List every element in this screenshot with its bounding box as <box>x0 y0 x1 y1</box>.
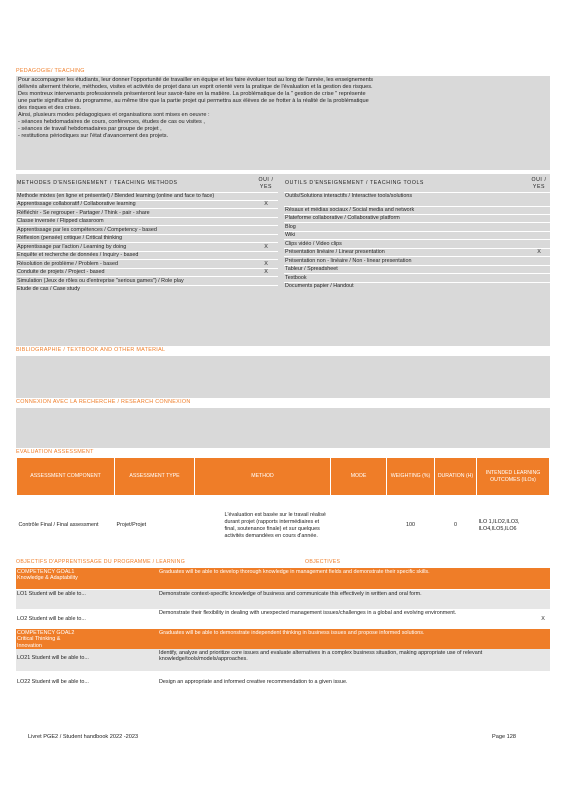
method-check <box>254 209 278 217</box>
footer-page-number: Page 128 <box>492 734 516 740</box>
eval-header-ilos: INTENDED LEARNING OUTCOMES (ILOs) <box>477 458 550 496</box>
method-check: X <box>254 260 278 268</box>
eval-type: Projet/Projet <box>115 496 195 556</box>
competency-goal-row <box>16 568 550 589</box>
tool-label: Wiki <box>284 231 528 239</box>
method-label: Etude de cas / Case study <box>16 285 254 293</box>
method-label: Simulation (Jeux de rôles ou d'entreprise "serious games") / Role play <box>16 277 254 285</box>
eval-header-component: ASSESSMENT COMPONENT <box>17 458 115 496</box>
tool-label: Clips vidéo / Video clips <box>284 240 528 248</box>
tool-label: Résaux et médias sociaux / Social media and network <box>284 206 528 214</box>
method-check <box>254 192 278 200</box>
pedagogy-text-block <box>16 76 550 170</box>
eval-method: L'évaluation est basée sur le travail réalisé durant projet (rapports intermédiaires et final, soutenance finale) et sur quelques activités demandées en cours d'année. <box>195 496 331 556</box>
tool-check <box>528 223 550 231</box>
tool-check <box>528 214 550 222</box>
method-check <box>254 217 278 225</box>
method-check <box>254 285 278 293</box>
tool-label: Présentation non - linéaire / Non - linear presentation <box>284 257 528 265</box>
tool-check <box>528 265 550 273</box>
objectives-block <box>16 568 550 693</box>
tool-check <box>528 206 550 214</box>
pedagogy-line: - séances de travail hebdomadaires par groupe de projet , <box>18 125 162 132</box>
eval-header-weighting: WEIGHTING (%) <box>387 458 435 496</box>
competency-goal-name: COMPETENCY GOAL2 <box>17 630 75 636</box>
method-label: Apprentissage collaboratif / Collaborative learning <box>16 200 254 208</box>
learning-outcome-check <box>536 590 550 609</box>
tool-label: Documents papier / Handout <box>284 282 528 296</box>
pedagogy-line: Ainsi, plusieurs modes pédagogiques et organisations sont mises en oeuvre : <box>18 111 210 118</box>
learning-outcome-row <box>16 589 550 609</box>
tool-label: Textbook <box>284 274 528 282</box>
tool-label: Outils/Solutions interactifs / Interactive tools/solutions <box>284 192 528 206</box>
competency-goal-sub: Knowledge & Adaptability <box>17 575 78 582</box>
tool-check: X <box>528 248 550 256</box>
learning-outcome-row <box>16 671 550 693</box>
teaching-tools-table <box>284 174 550 296</box>
learning-outcome-text: Identify, analyze and prioritize core issues and evaluate alternatives in a complex business situation, making appropriate use of relevant knowledge/tools/models/approaches. <box>159 650 483 663</box>
competency-goal-check <box>536 629 550 649</box>
objectives-title-right: OBJECTIVES <box>305 559 341 565</box>
competency-goal-row <box>16 629 550 649</box>
competency-goal-label <box>16 568 78 589</box>
bibliography-title: BIBLIOGRAPHIE / TEXTBOOK AND OTHER MATERIAL <box>16 347 166 353</box>
method-label: Conduite de projets / Project - based <box>16 268 254 276</box>
tools-yes-header: OUI / YES <box>531 177 547 190</box>
learning-outcome-label: LO22 Student will be able to... <box>17 678 89 685</box>
competency-goal-label <box>16 629 78 649</box>
eval-duration: 0 <box>435 496 477 556</box>
method-label: Résolution de problème / Problem - based <box>16 260 254 268</box>
learning-outcome-label: LO1 Student will be able to... <box>17 591 86 597</box>
method-label: Methode mixtes (en ligne et présentiel) / Blended learning (online and face to face) <box>16 192 254 200</box>
competency-goal-name: COMPETENCY GOAL1 <box>17 569 75 575</box>
eval-mode <box>331 496 387 556</box>
method-check: X <box>254 268 278 276</box>
eval-ilos: ILO 1,ILO2,ILO3, ILO4,ILO5,ILO6 <box>477 496 550 556</box>
learning-outcome-label: LO2 Student will be able to... <box>17 616 86 622</box>
tool-label: Tableur / Spreadsheet <box>284 265 528 273</box>
tool-check <box>528 257 550 265</box>
pedagogy-line: Pour accompagner les étudiants, leur donner l'opportunité de travailler en équipe et les faire évoluer tout au long de l'année, les enseignements <box>18 77 374 83</box>
learning-outcome-check <box>536 681 550 683</box>
competency-goal-text: Graduates will be able to demonstrate independent thinking in business issues and propose informed solutions. <box>159 630 425 636</box>
methods-header: METHODES D'ENSEIGNEMENT / TEACHING METHODS <box>17 180 178 187</box>
tool-check <box>528 192 550 206</box>
tools-header: OUTILS D'ENSEIGNEMENT / TEACHING TOOLS <box>285 180 424 187</box>
method-label: Réflexion (pensée) critique / Critical thinking <box>16 234 254 242</box>
eval-header-duration: DURATION (H) <box>435 458 477 496</box>
tool-label: Plateforme collaborative / Collaborative platform <box>284 214 528 222</box>
pedagogy-title: PEDAGOGIE/ TEACHING <box>16 68 85 74</box>
tool-label: Présentation linéaire / Linear presentation <box>284 248 528 256</box>
eval-header-method: METHOD <box>195 458 331 496</box>
bibliography-block <box>16 356 550 398</box>
method-check <box>254 234 278 242</box>
tool-check <box>528 274 550 282</box>
learning-outcome-label: LO21 Student will be able to... <box>17 655 89 661</box>
tool-label: Blog <box>284 223 528 231</box>
pedagogy-line: Des montreux intervenants professionnels présenteront leur savoir-faire en la matière. La problématique de la " gestion de crise " représente <box>18 90 366 97</box>
method-label: Classe inversée / Flipped classroom <box>16 217 254 225</box>
learning-outcome-text: Demonstrate their flexibility in dealing with unexpected management issues/challenges in a global and evolving environment. <box>159 610 457 616</box>
competency-goal-check <box>536 568 550 589</box>
methods-block <box>16 174 550 346</box>
research-block <box>16 408 550 448</box>
competency-goal-sub: Critical Thinking & Innovation <box>17 636 61 649</box>
method-label: Apprentissage par l'action / Learning by doing <box>16 243 254 251</box>
eval-weighting: 100 <box>387 496 435 556</box>
eval-header-type: ASSESSMENT TYPE <box>115 458 195 496</box>
method-label: Réfléchir - Se regrouper - Partager / Think - pair - share <box>16 209 254 217</box>
eval-header-mode: MODE <box>331 458 387 496</box>
footer-handbook: Livret PGE2 / Student handbook 2022 -2023 <box>28 734 139 740</box>
evaluation-table <box>16 457 550 556</box>
pedagogy-line: délivrés alternent théorie, méthodes, visites et activités de projet dans un esprit orienté vers la pratique de l'évaluation et la gestion des risques. <box>18 83 373 90</box>
learning-outcome-text: Demonstrate context-specific knowledge of business and communicate this effectively in written and oral form. <box>159 591 422 597</box>
learning-outcome-check: X <box>541 616 545 622</box>
method-check: X <box>254 243 278 251</box>
eval-component: Contrôle Final / Final assessment <box>17 496 115 556</box>
evaluation-title: EVALUATION ASSESSMENT <box>16 449 94 455</box>
teaching-methods-table <box>16 174 278 293</box>
methods-yes-header: OUI / YES <box>258 177 274 190</box>
research-title: CONNEXION AVEC LA RECHERCHE / RESEARCH CONNEXION <box>16 399 191 405</box>
learning-outcome-row <box>16 649 550 671</box>
method-check <box>254 277 278 285</box>
competency-goal-text: Graduates will be able to develop thorough knowledge in management fields and demonstrate their specific skills. <box>159 569 430 575</box>
tool-check <box>528 282 550 296</box>
pedagogy-line: une partie significative du programme, au même titre que la partie projet qui permettra aux élèves de se frotter à la réalité de la problématique <box>18 97 369 104</box>
learning-outcome-check <box>536 649 550 671</box>
learning-outcome-text: Design an appropriate and informed creative recommendation to a given issue. <box>159 678 348 685</box>
evaluation-block <box>16 457 550 556</box>
method-check: X <box>254 200 278 208</box>
learning-outcome-row <box>16 609 550 629</box>
tool-check <box>528 240 550 248</box>
pedagogy-line: - restitutions périodiques sur l'état d'avancement des projets. <box>18 132 169 139</box>
method-check <box>254 226 278 234</box>
method-label: Enquête et recherche de données / Inquiry - based <box>16 251 254 259</box>
method-check <box>254 251 278 259</box>
method-label: Apprentissage par les compétences / Competency - based <box>16 226 254 234</box>
objectives-title-left: OBJECTIFS D'APPRENTISSAGE DU PROGRAMME / LEARNING <box>16 559 186 565</box>
tool-check <box>528 231 550 239</box>
pedagogy-line: des risques et des crises. <box>18 104 82 111</box>
pedagogy-line: - séances hebdomadaires de cours, conférences, études de cas ou visites , <box>18 118 205 125</box>
